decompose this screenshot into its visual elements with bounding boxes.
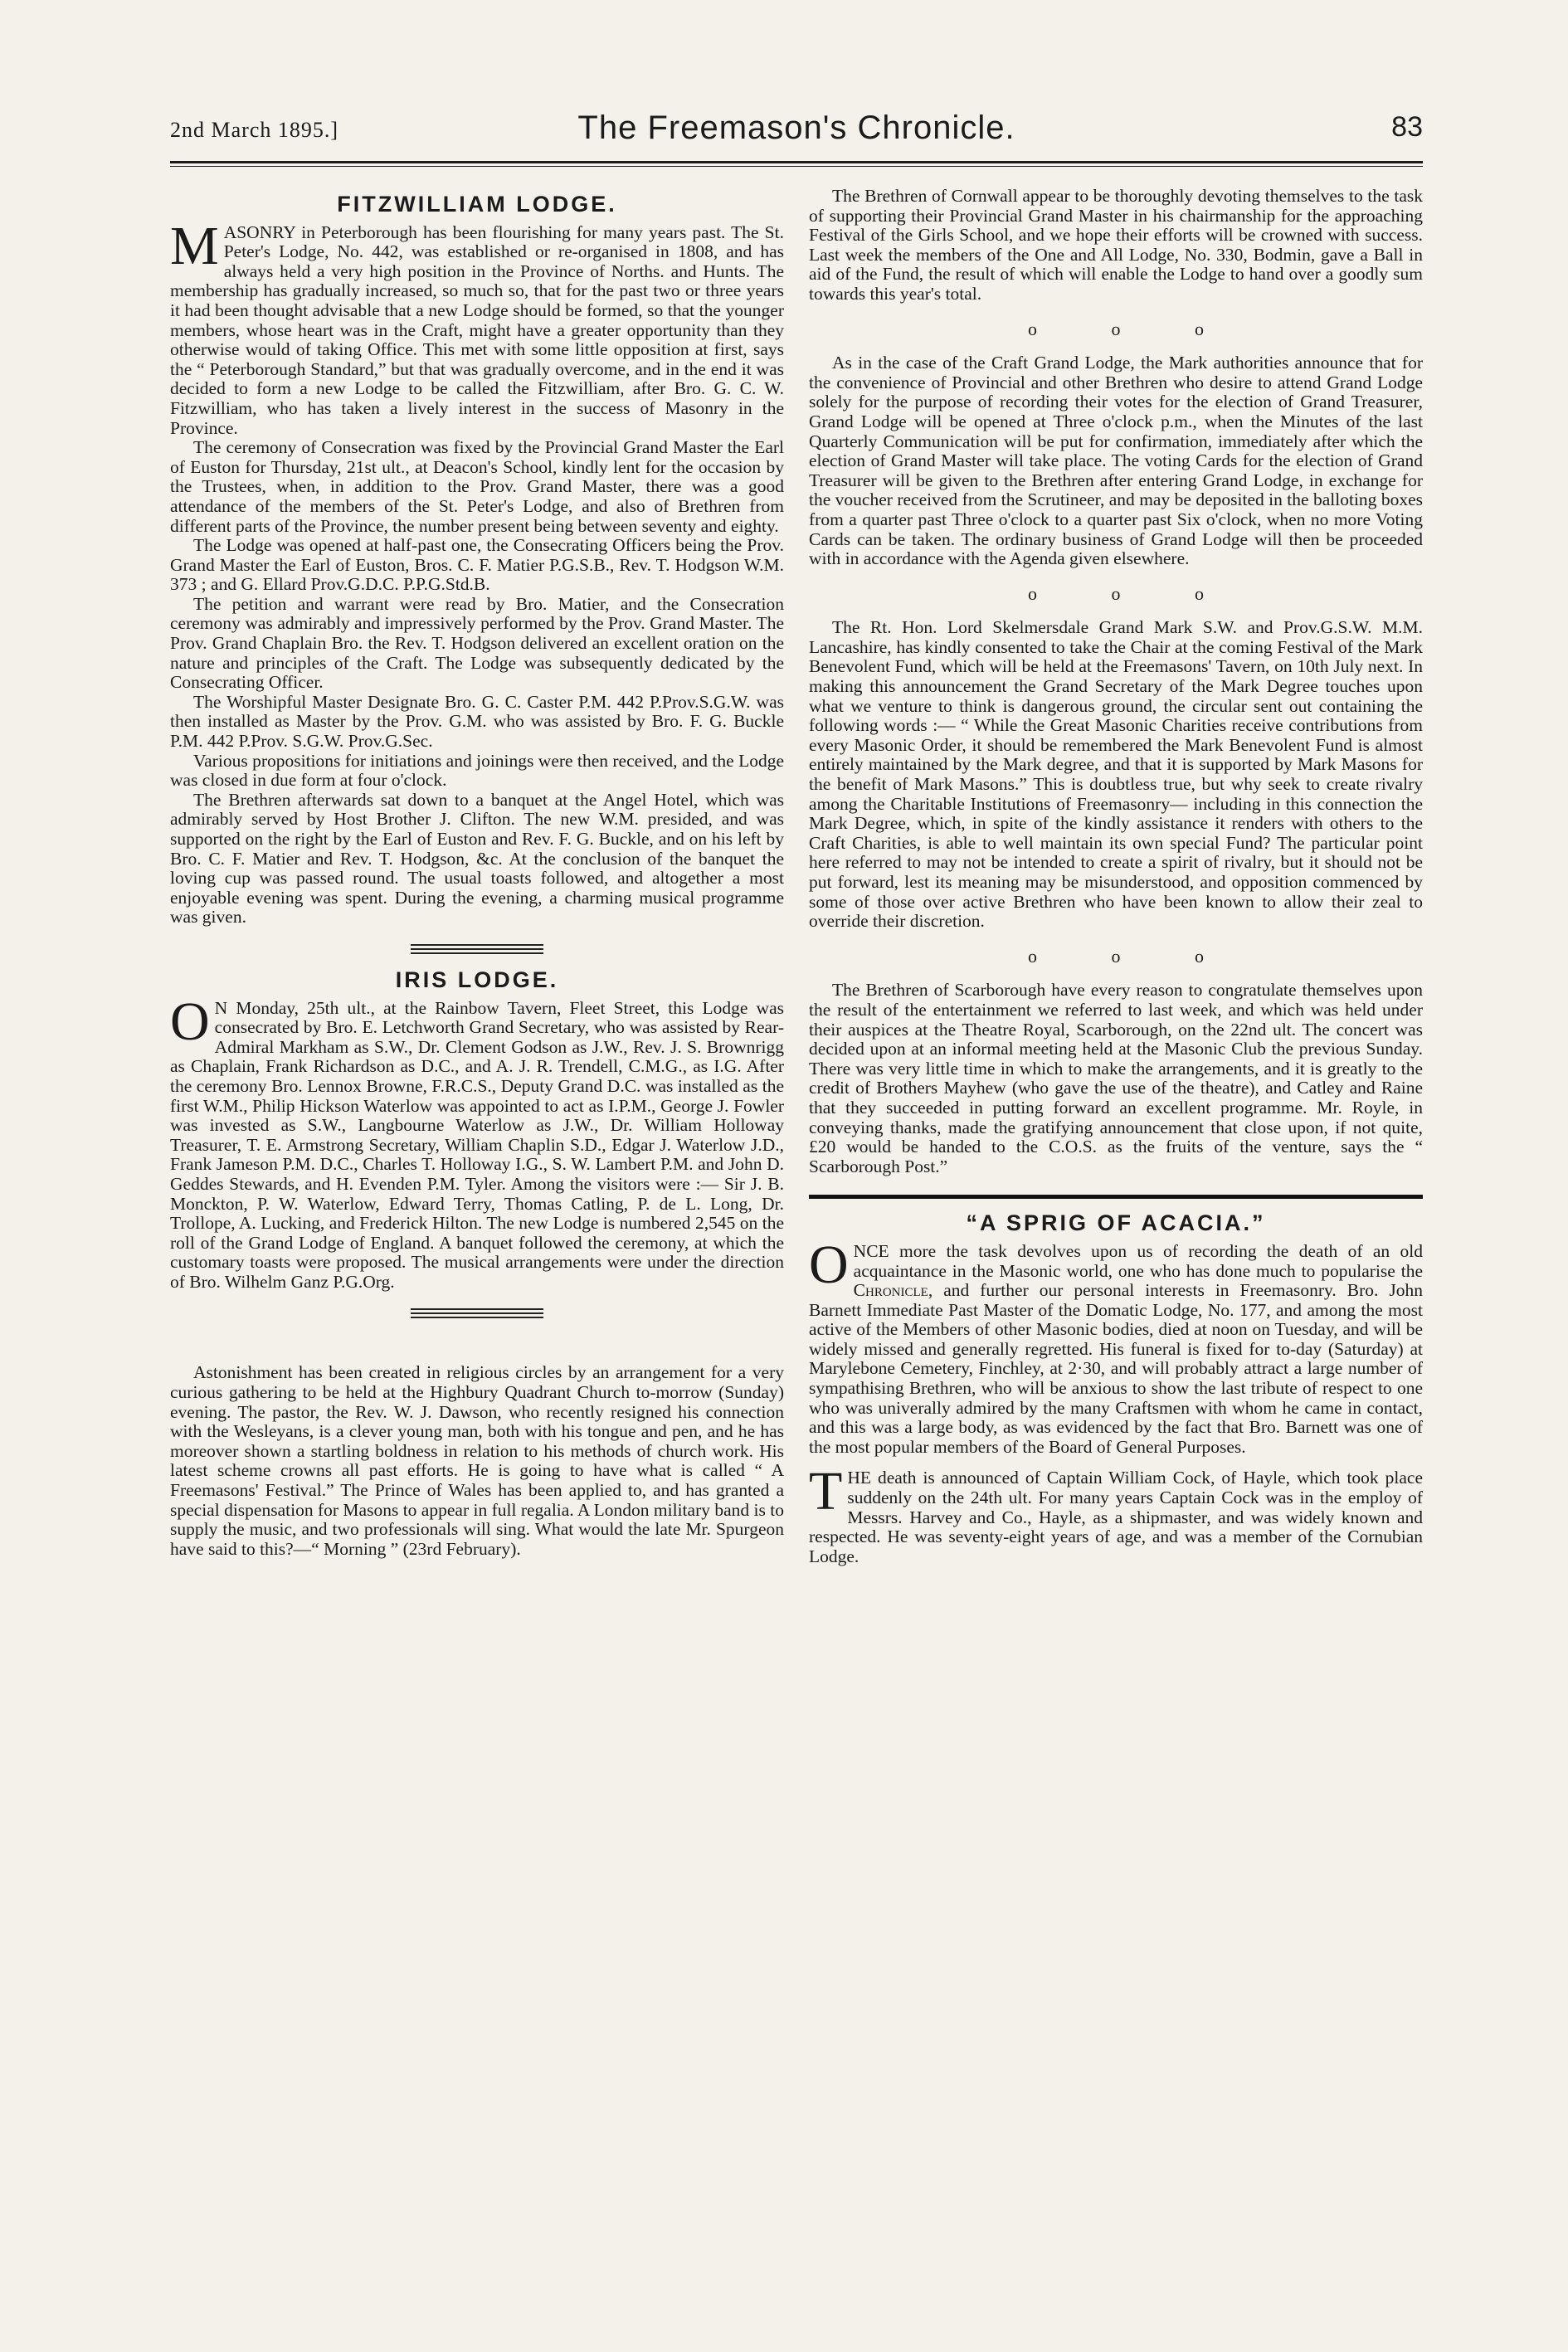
running-head (170, 106, 1423, 156)
fitzwilliam-paragraph-5: The Worshipful Master Designate Bro. G. C. Caster P.M. 442 P.Prov.S.G.W. was then installed as Master by the Prov. G.M. who was assisted by Bro. F. G. Buckle P.M. 442 P.Prov. S.G.W. Prov.G.Sec. (170, 691, 784, 752)
drop-cap: T (809, 1461, 843, 1522)
scarborough-paragraph: The Brethren of Scarborough have every reason to congratulate themselves upon the result of the entertainment we referred to last week, and which was held under their auspices at the Theatre Royal, Scarborough, on the 22nd ult. The concert was decided upon at an informal meeting held at the Masonic Club the previous Sunday. There was very little time in which to make the arrangements, and it is greatly to the credit of Brothers Mayhew (who gave the use of the theatre), and Catley and Raine that they succeeded in putting forward an excellent programme. Mr. Royle, in conveying thanks, made the gratifying announcement that close upon, if not quite, £20 would be handed to the C.O.S. as the fruits of the venture, says the “ Scarborough Post.” (809, 980, 1423, 1176)
acacia-text-2: HE death is announced of Captain William Cock, of Hayle, which took place suddenly on the 24th ult. For many years Captain Cock was in the employ of Messrs. Harvey and Co., Hayle, as a shipmaster, and was widely known and respected. He was seventy-eight years of age, and was a member of the Cornubian Lodge. (809, 1468, 1423, 1566)
mark-paragraph: As in the case of the Craft Grand Lodge, the Mark authorities announce that for the convenience of Provincial and other Brethren who desire to attend Grand Lodge solely for the purpose of recording their votes for the election of Grand Treasurer, Grand Lodge will be opened at Three o'clock p.m., when the Minutes of the last Quarterly Communication will be put for confirmation, immediately after which the election of Grand Master will take place. The voting Cards for the election of Grand Treasurer will be given to the Brethren after entering Grand Lodge, in exchange for the voucher received from the Scrutineer, and may be deposited in the balloting boxes from a quarter past Three o'clock to a quarter past Six o'clock, when no more Voting Cards can be taken. The ordinary business of Grand Lodge will then be proceeded with in accordance with the Agenda given elsewhere. (809, 353, 1423, 569)
cornwall-paragraph: The Brethren of Cornwall appear to be thoroughly devoting themselves to the task of supporting their Provincial Grand Master in his chairmanship for the approaching Festival of the Girls School, and we hope their efforts will be crowned with success. Last week the members of the One and All Lodge, No. 330, Bodmin, gave a Ball in aid of the Fund, the result of which will enable the Lodge to hand over a goodly sum towards this year's total. (809, 186, 1423, 304)
header-rule (170, 161, 1423, 163)
right-column (809, 187, 1423, 1566)
fitzwilliam-text-1: ASONRY in Peterborough has been flourishing for many years past. The St. Peter's Lodge, No. 442, was established or re-organised in 1808, and has always held a very high position in the Province of Norths. and Hunts. The membership has gradually increased, so much so, that for the past two or three years it had been thought advisable that a new Lodge should be formed, so that the younger members, whose heart was in the Craft, might have a greater opportunity than they otherwise would of taking Office. This met with some little opposition at first, says the “ Peterborough Standard,” but that was gradually overcome, and in the end it was decided to form a new Lodge to be called the Fitzwilliam, after Bro. G. C. W. Fitzwilliam, who has taken a lively interest in the success of Masonry in the Province. (170, 222, 784, 438)
fitzwilliam-paragraph-6: Various propositions for initiations and joinings were then received, and the Lodge was closed in due form at four o'clock. (170, 750, 784, 791)
paragraph-separator: o o o (1028, 945, 1239, 967)
acacia-paragraph-1 (809, 1234, 1423, 1458)
fitzwilliam-paragraph-4: The petition and warrant were read by Bro. Matier, and the Consecration ceremony was admirably and impressively performed by the Prov. Grand Master. The Prov. Grand Chaplain Bro. the Rev. T. Hodgson delivered an excellent oration on the nature and principles of the Craft. The Lodge was subsequently dedicated by the Consecrating Officer. (170, 593, 784, 693)
acacia-heading: “A SPRIG OF ACACIA.” (966, 1210, 1266, 1236)
section-separator (411, 1308, 543, 1318)
heavy-rule (809, 1195, 1423, 1199)
left-column (170, 187, 784, 1559)
paragraph-separator: o o o (1028, 582, 1239, 604)
acacia-paragraph-2 (809, 1461, 1423, 1566)
drop-cap: M (170, 215, 219, 276)
fitzwilliam-heading: FITZWILLIAM LODGE. (337, 192, 617, 217)
header-rule-thin (170, 166, 1423, 167)
issue-date: 2nd March 1895.] (170, 118, 339, 142)
section-separator (411, 944, 543, 954)
paragraph-separator: o o o (1028, 318, 1239, 339)
acacia-text-1a: NCE more the task devolves upon us of recording the death of an old acquaintance in the Masonic world, one who has done much to popularise the (853, 1240, 1423, 1281)
astonishment-paragraph: Astonishment has been created in religious circles by an arrangement for a very curious gathering to be held at the Highbury Quadrant Church to-morrow (Sunday) evening. The pastor, the Rev. W. J. Dawson, who recently resigned his connection with the Wesleyans, is a clever young man, both with his tongue and pen, and he has moreover shown a startling boldness in relation to his methods of church work. His latest scheme crowns all past efforts. He is going to have what is called “ A Freemasons' Festival.” The Prince of Wales has been applied to, and has granted a special dispensation for Masons to appear in full regalia. A London military band is to supply the music, and two professionals will sing. What would the late Mr. Spurgeon have said to this?—“ Morning ” (23rd February). (170, 1362, 784, 1559)
fitzwilliam-paragraph-7: The Brethren afterwards sat down to a banquet at the Angel Hotel, which was admirably served by Host Brother J. Clifton. The new W.M. presided, and was supported on the right by the Earl of Euston and Rev. F. G. Buckle, and on his left by Bro. C. F. Matier and Rev. T. Hodgson, &c. At the conclusion of the banquet the loving cup was passed round. The usual toasts followed, and altogether a most enjoyable evening was spent. During the evening, a charming musical programme was given. (170, 789, 784, 928)
drop-cap: O (809, 1234, 849, 1295)
fitzwilliam-paragraph-3: The Lodge was opened at half-past one, the Consecrating Officers being the Prov. Grand Master the Earl of Euston, Bros. C. F. Matier P.G.S.B., Rev. T. Hodgson W.M. 373 ; and G. Ellard Prov.G.D.C. P.P.G.Std.B. (170, 535, 784, 595)
chronicle-name: Chronicle (853, 1280, 928, 1301)
masthead-title: The Freemason's Chronicle. (577, 110, 1015, 146)
acacia-text-1b: , and further our personal interests in Freemasonry. Bro. John Barnett Immediate Past Master of the Domatic Lodge, No. 177, and among the most active of the Members of other Masonic bodies, died at noon on Tuesday, and will be widely missed and generally regretted. His funeral is fixed for to-day (Saturday) at Marylebone Cemetery, Finchley, at 2·30, and will probably attract a large number of sympathising Brethren, who will be anxious to show the last tribute of respect to one who was univerally admired by the many Craftsmen with whom he came in contact, and this was a large body, as was evidenced by the fact that Bro. Barnett was one of the most popular members of the Board of General Purposes. (809, 1280, 1423, 1457)
drop-cap: O (170, 991, 210, 1052)
skelmersdale-paragraph: The Rt. Hon. Lord Skelmersdale Grand Mark S.W. and Prov.G.S.W. M.M. Lancashire, has kindly consented to take the Chair at the coming Festival of the Mark Benevolent Fund, which will be held at the Freemasons' Tavern, on 10th July next. In making this announcement the Grand Secretary of the Mark Degree touches upon what we venture to think is dangerous ground, the circular sent out containing the following words :— “ While the Great Masonic Charities receive contributions from every Masonic Order, it should be remembered the Mark Benevolent Fund is almost entirely maintained by the Mark degree, and that it is supported by Mark Masons for the benefit of Mark Masons.” This is doubtless true, but why seek to create rivalry among the Charitable Institutions of Freemasonry— including in this connection the Mark Degree, which, in spite of the kindly assistance it renders with others to the Craft Charities, is able to well maintain its own special Fund? The particular point here referred to may not be intended to create a spirit of rivalry, but it should not be put forward, lest its meaning may be misunderstood, and opposition commenced by some of those over active Brethren who have been known to allow their zeal to override their discretion. (809, 617, 1423, 932)
iris-heading: IRIS LODGE. (395, 967, 559, 992)
fitzwilliam-paragraph-1 (170, 215, 784, 439)
iris-paragraph (170, 991, 784, 1293)
page-number: 83 (1391, 111, 1423, 143)
iris-text: N Monday, 25th ult., at the Rainbow Tavern, Fleet Street, this Lodge was consecrated by Bro. E. Letchworth Grand Secretary, who was assisted by Rear-Admiral Markham as S.W., Dr. Clement Godson as J.W., Rev. J. S. Brownrigg as Chaplain, Frank Richardson as D.C., and A. J. R. Trendell, C.M.G., as I.G. After the ceremony Bro. Lennox Browne, F.R.C.S., Deputy Grand D.C. was installed as the first W.M., Philip Hickson Waterlow was appointed to act as I.P.M., George J. Fowler was invested as S.W., Langbourne Waterlow as J.W., Dr. William Holloway Treasurer, T. E. Armstrong Secretary, William Chaplin S.D., Edgar J. Waterlow J.D., Frank Jameson P.M. D.C., Charles T. Holloway I.G., S. W. Lambert P.M. and John D. Geddes Stewards, and H. Evenden P.M. Tyler. Among the visitors were :— Sir J. B. Monckton, P. W. Waterlow, Edward Terry, Thomas Catling, P. de L. Long, Dr. Trollope, A. Lucking, and Frederick Hilton. The new Lodge is numbered 2,545 on the roll of the Grand Lodge of England. A banquet followed the ceremony, at which the customary toasts were proposed. The musical arrangements were under the direction of Bro. Wilhelm Ganz P.G.Org. (170, 997, 784, 1292)
fitzwilliam-paragraph-2: The ceremony of Consecration was fixed by the Provincial Grand Master the Earl of Euston for Thursday, 21st ult., at Deacon's School, kindly lent for the occasion by the Trustees, when, in addition to the Prov. Grand Master, there was a good attendance of the members of the St. Peter's Lodge, and also of Brethren from different parts of the Province, the number present being between seventy and eighty. (170, 437, 784, 536)
